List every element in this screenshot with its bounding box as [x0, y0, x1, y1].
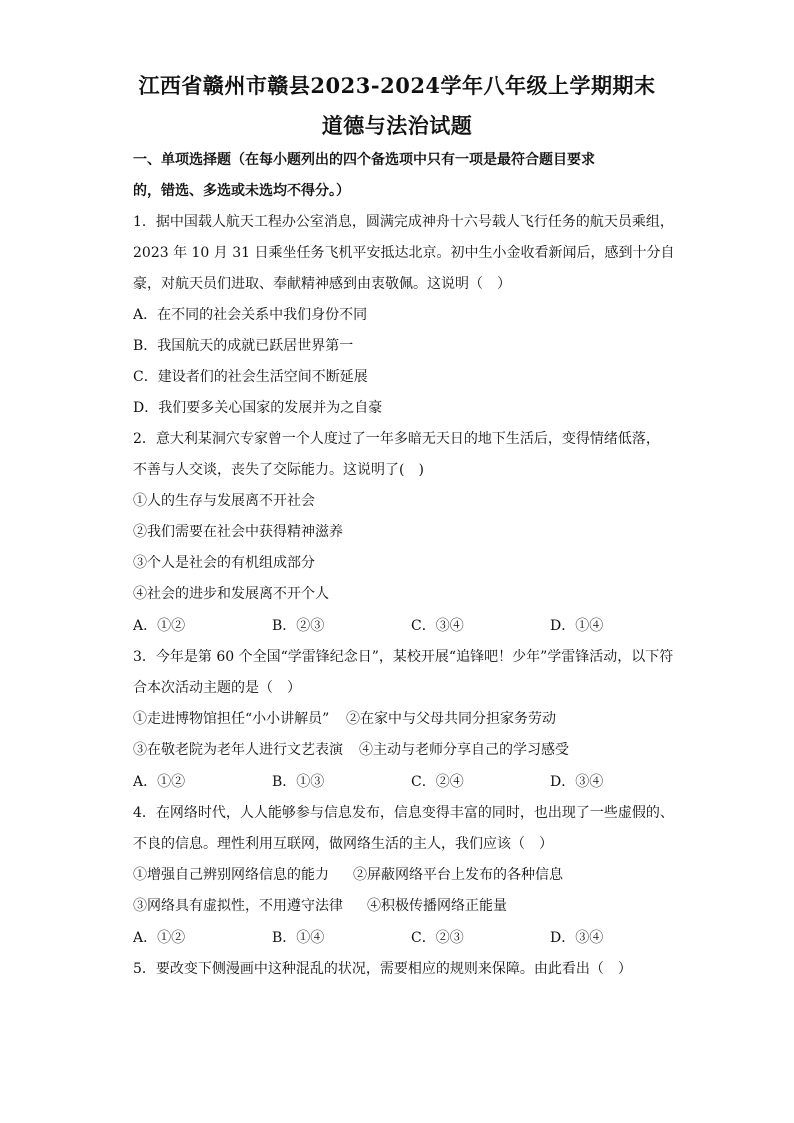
q1-stem-line3: 豪，对航天员们进取、奉献精神感到由衷敬佩。这说明（ ） — [133, 276, 511, 292]
q4-item-2: ②屏蔽网络平台上发布的各种信息 — [353, 867, 563, 883]
q4-item-1: ①增强自己辨别网络信息的能力 — [133, 867, 329, 883]
exam-title-line1: 江西省赣州市赣县2023-2024学年八年级上学期期末 — [138, 73, 656, 98]
q1-stem-line1: 1．据中国载人航天工程办公室消息，圆满完成神舟十六号载人飞行任务的航天员乘组， — [133, 214, 674, 230]
q2-choice-b: B．②③ — [272, 618, 325, 634]
exam-title-line2: 道德与法治试题 — [321, 113, 473, 138]
q2-stem-line1: 2．意大利某洞穴专家曾一个人度过了一年多暗无天日的地下生活后，变得情绪低落， — [133, 431, 660, 447]
q2-choice-a: A．①② — [133, 618, 186, 634]
q1-option-a: A．在不同的社会关系中我们身份不同 — [133, 307, 368, 323]
q2-item-1: ①人的生存与发展离不开社会 — [133, 493, 315, 509]
q1-option-c: C．建设者们的社会生活空间不断延展 — [133, 369, 368, 385]
q2-item-4: ④社会的进步和发展离不开个人 — [133, 586, 329, 602]
q4-choice-b: B．①④ — [272, 930, 325, 946]
q3-choice-a: A．①② — [133, 774, 186, 790]
q4-choice-a: A．①② — [133, 930, 186, 946]
q1-option-b: B．我国航天的成就已跃居世界第一 — [133, 338, 354, 354]
q1-stem-line2: 2023 年 10 月 31 日乘坐任务飞机平安抵达北京。初中生小金收看新闻后，感到十分自 — [133, 245, 675, 261]
q3-stem-line1: 3．今年是第 60 个全国“学雷锋纪念日”，某校开展“追锋吧！少年”学雷锋活动，以下符 — [133, 649, 674, 665]
q3-choice-d: D．③④ — [550, 774, 604, 790]
q4-item-4: ④积极传播网络正能量 — [367, 898, 507, 914]
q2-item-2: ②我们需要在社会中获得精神滋养 — [133, 524, 343, 540]
q2-item-3: ③个人是社会的有机组成部分 — [133, 555, 315, 571]
q3-choice-c: C．②④ — [411, 774, 464, 790]
q4-item-3: ③网络具有虚拟性，不用遵守法律 — [133, 898, 343, 914]
q1-option-d: D．我们要多关心国家的发展并为之自豪 — [133, 400, 383, 416]
q4-choice-c: C．②③ — [411, 930, 464, 946]
section-heading-line2: 的，错选、多选或未选均不得分。） — [133, 183, 350, 199]
q2-choice-c: C．③④ — [411, 618, 464, 634]
q3-item-1: ①走进博物馆担任“小小讲解员” — [133, 711, 330, 727]
q2-choice-d: D．①④ — [550, 618, 604, 634]
q3-choice-b: B．①③ — [272, 774, 325, 790]
q3-stem-line2: 合本次活动主题的是（ ） — [133, 680, 301, 696]
q5-stem-line1: 5．要改变下侧漫画中这种混乱的状况，需要相应的规则来保障。由此看出（ ） — [133, 961, 632, 977]
q4-stem-line2: 不良的信息。理性利用互联网，做网络生活的主人，我们应该（ ） — [133, 836, 553, 852]
q4-stem-line1: 4．在网络时代，人人能够参与信息发布，信息变得丰富的同时，也出现了一些虚假的、 — [133, 805, 674, 821]
q4-choice-d: D．③④ — [550, 930, 604, 946]
q3-item-2: ②在家中与父母共同分担家务劳动 — [346, 711, 556, 727]
q3-item-3: ③在敬老院为老年人进行文艺表演 — [133, 742, 343, 758]
section-heading-line1: 一、单项选择题（在每小题列出的四个备选项中只有一项是最符合题目要求 — [133, 152, 595, 168]
q2-stem-line2: 不善与人交谈，丧失了交际能力。这说明了( ) — [133, 462, 424, 478]
q3-item-4: ④主动与老师分享自己的学习感受 — [359, 742, 569, 758]
